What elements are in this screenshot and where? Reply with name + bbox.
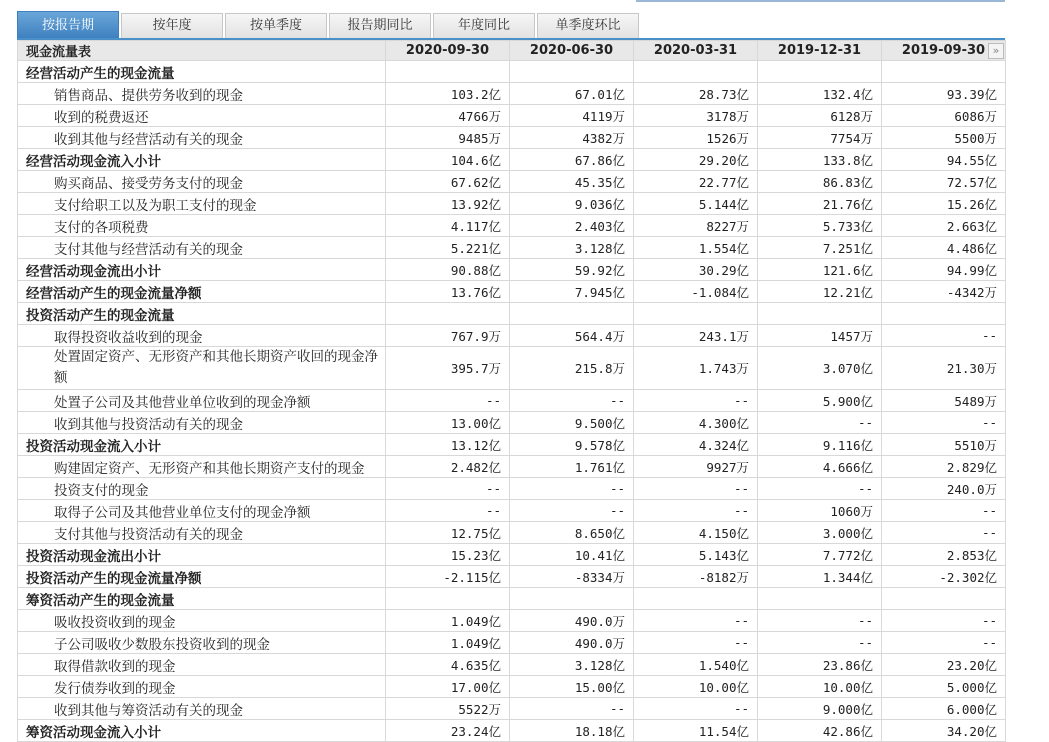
row-label: 支付其他与经营活动有关的现金: [18, 237, 386, 259]
period-header: 2019-09-30: [882, 41, 1006, 61]
value-cell: 17.00亿: [386, 676, 510, 698]
value-cell: 2.663亿: [882, 215, 1006, 237]
value-cell: 133.8亿: [758, 149, 882, 171]
row-label: 支付其他与投资活动有关的现金: [18, 522, 386, 544]
table-row: [18, 303, 1006, 325]
row-label: 筹资活动现金流入小计: [18, 720, 386, 742]
value-cell: 4119万: [510, 105, 634, 127]
value-cell: [634, 588, 758, 610]
value-cell: 10.41亿: [510, 544, 634, 566]
period-header: 2020-03-31: [634, 41, 758, 61]
value-cell: 1060万: [758, 500, 882, 522]
table-row: [18, 325, 1006, 347]
table-row: [18, 676, 1006, 698]
value-cell: 1.049亿: [386, 632, 510, 654]
value-cell: 93.39亿: [882, 83, 1006, 105]
value-cell: 42.86亿: [758, 720, 882, 742]
row-label: 投资活动现金流出小计: [18, 544, 386, 566]
value-cell: 9.578亿: [510, 434, 634, 456]
value-cell: 67.86亿: [510, 149, 634, 171]
value-cell: 1.761亿: [510, 456, 634, 478]
value-cell: 1526万: [634, 127, 758, 149]
value-cell: --: [634, 478, 758, 500]
row-label: 投资支付的现金: [18, 478, 386, 500]
value-cell: 4.300亿: [634, 412, 758, 434]
value-cell: 1.554亿: [634, 237, 758, 259]
value-cell: 9927万: [634, 456, 758, 478]
tab-by-quarter[interactable]: 按单季度: [225, 13, 327, 38]
row-label: 销售商品、提供劳务收到的现金: [18, 83, 386, 105]
value-cell: 5500万: [882, 127, 1006, 149]
value-cell: 23.86亿: [758, 654, 882, 676]
value-cell: 13.12亿: [386, 434, 510, 456]
row-label: 取得子公司及其他营业单位支付的现金净额: [18, 500, 386, 522]
row-label: 筹资活动产生的现金流量: [18, 588, 386, 610]
value-cell: --: [758, 632, 882, 654]
value-cell: 4766万: [386, 105, 510, 127]
value-cell: 13.92亿: [386, 193, 510, 215]
row-label: 吸收投资收到的现金: [18, 610, 386, 632]
value-cell: 3178万: [634, 105, 758, 127]
value-cell: 9.500亿: [510, 412, 634, 434]
tab-quarter-qoq[interactable]: 单季度环比: [537, 13, 639, 38]
table-row: [18, 83, 1006, 105]
table-row: [18, 105, 1006, 127]
table-row: [18, 456, 1006, 478]
row-label: 收到的税费返还: [18, 105, 386, 127]
row-label: 投资活动产生的现金流量: [18, 303, 386, 325]
table-row: [18, 566, 1006, 588]
value-cell: 22.77亿: [634, 171, 758, 193]
row-label: 收到其他与筹资活动有关的现金: [18, 698, 386, 720]
value-cell: --: [510, 500, 634, 522]
value-cell: 72.57亿: [882, 171, 1006, 193]
table-title: 现金流量表: [18, 41, 386, 61]
row-label: 发行债券收到的现金: [18, 676, 386, 698]
row-label: 支付给职工以及为职工支付的现金: [18, 193, 386, 215]
value-cell: 564.4万: [510, 325, 634, 347]
value-cell: 21.76亿: [758, 193, 882, 215]
value-cell: 1.540亿: [634, 654, 758, 676]
value-cell: 3.000亿: [758, 522, 882, 544]
value-cell: [510, 303, 634, 325]
value-cell: 395.7万: [386, 347, 510, 390]
table-row: [18, 544, 1006, 566]
value-cell: 5489万: [882, 390, 1006, 412]
value-cell: 5.143亿: [634, 544, 758, 566]
table-row: [18, 478, 1006, 500]
value-cell: 1.743万: [634, 347, 758, 390]
table-row: [18, 610, 1006, 632]
value-cell: 4.635亿: [386, 654, 510, 676]
value-cell: 243.1万: [634, 325, 758, 347]
value-cell: 4382万: [510, 127, 634, 149]
value-cell: 45.35亿: [510, 171, 634, 193]
table-row: [18, 281, 1006, 303]
table-row: [18, 215, 1006, 237]
value-cell: 1457万: [758, 325, 882, 347]
value-cell: 215.8万: [510, 347, 634, 390]
value-cell: 30.29亿: [634, 259, 758, 281]
row-label: 经营活动现金流入小计: [18, 149, 386, 171]
value-cell: [758, 303, 882, 325]
value-cell: -2.302亿: [882, 566, 1006, 588]
value-cell: 4.117亿: [386, 215, 510, 237]
value-cell: [386, 303, 510, 325]
value-cell: 3.070亿: [758, 347, 882, 390]
value-cell: -8182万: [634, 566, 758, 588]
row-label: 经营活动现金流出小计: [18, 259, 386, 281]
value-cell: --: [882, 610, 1006, 632]
value-cell: -4342万: [882, 281, 1006, 303]
value-cell: 9.116亿: [758, 434, 882, 456]
value-cell: --: [386, 390, 510, 412]
value-cell: 1.049亿: [386, 610, 510, 632]
value-cell: 11.54亿: [634, 720, 758, 742]
value-cell: 103.2亿: [386, 83, 510, 105]
value-cell: 90.88亿: [386, 259, 510, 281]
row-label: 取得借款收到的现金: [18, 654, 386, 676]
value-cell: 9485万: [386, 127, 510, 149]
value-cell: 13.76亿: [386, 281, 510, 303]
value-cell: --: [510, 698, 634, 720]
value-cell: 1.344亿: [758, 566, 882, 588]
table-row: [18, 237, 1006, 259]
value-cell: 132.4亿: [758, 83, 882, 105]
value-cell: --: [882, 522, 1006, 544]
value-cell: --: [634, 698, 758, 720]
value-cell: 8227万: [634, 215, 758, 237]
table-row: [18, 720, 1006, 742]
value-cell: 490.0万: [510, 610, 634, 632]
row-label: 投资活动现金流入小计: [18, 434, 386, 456]
table-row: [18, 347, 1006, 390]
table-row: [18, 434, 1006, 456]
value-cell: 5.733亿: [758, 215, 882, 237]
row-label: 购建固定资产、无形资产和其他长期资产支付的现金: [18, 456, 386, 478]
value-cell: --: [758, 412, 882, 434]
value-cell: 2.829亿: [882, 456, 1006, 478]
value-cell: 23.20亿: [882, 654, 1006, 676]
table-row: [18, 61, 1006, 83]
tab-by-report-period[interactable]: 按报告期: [17, 11, 119, 39]
value-cell: 4.666亿: [758, 456, 882, 478]
value-cell: --: [758, 478, 882, 500]
cash-flow-table: [17, 40, 1006, 742]
value-cell: 6128万: [758, 105, 882, 127]
report-tab-bar: [17, 11, 1005, 38]
value-cell: -1.084亿: [634, 281, 758, 303]
value-cell: 10.00亿: [758, 676, 882, 698]
value-cell: 5.221亿: [386, 237, 510, 259]
value-cell: 3.128亿: [510, 237, 634, 259]
row-label: 投资活动产生的现金流量净额: [18, 566, 386, 588]
value-cell: [634, 303, 758, 325]
table-row: [18, 259, 1006, 281]
value-cell: 8.650亿: [510, 522, 634, 544]
value-cell: -2.115亿: [386, 566, 510, 588]
value-cell: --: [510, 478, 634, 500]
value-cell: --: [510, 390, 634, 412]
value-cell: [882, 61, 1006, 83]
top-border: [636, 0, 1005, 2]
value-cell: 15.00亿: [510, 676, 634, 698]
value-cell: 6.000亿: [882, 698, 1006, 720]
value-cell: [386, 61, 510, 83]
value-cell: 7.251亿: [758, 237, 882, 259]
row-label: 支付的各项税费: [18, 215, 386, 237]
value-cell: 4.486亿: [882, 237, 1006, 259]
row-label: 经营活动产生的现金流量净额: [18, 281, 386, 303]
row-label: 处置子公司及其他营业单位收到的现金净额: [18, 390, 386, 412]
value-cell: 240.0万: [882, 478, 1006, 500]
value-cell: 18.18亿: [510, 720, 634, 742]
tab-annual-yoy[interactable]: 年度同比: [433, 13, 535, 38]
row-label: 处置固定资产、无形资产和其他长期资产收回的现金净额: [18, 347, 386, 390]
value-cell: [510, 61, 634, 83]
value-cell: 10.00亿: [634, 676, 758, 698]
row-label: 子公司吸收少数股东投资收到的现金: [18, 632, 386, 654]
value-cell: 34.20亿: [882, 720, 1006, 742]
value-cell: 12.75亿: [386, 522, 510, 544]
table-row: [18, 632, 1006, 654]
value-cell: 67.62亿: [386, 171, 510, 193]
value-cell: 7754万: [758, 127, 882, 149]
period-header: 2020-09-30: [386, 41, 510, 61]
tab-report-period-yoy[interactable]: 报告期同比: [329, 13, 431, 38]
value-cell: --: [634, 500, 758, 522]
row-label: 购买商品、接受劳务支付的现金: [18, 171, 386, 193]
value-cell: 59.92亿: [510, 259, 634, 281]
period-header: 2019-12-31: [758, 41, 882, 61]
value-cell: 7.772亿: [758, 544, 882, 566]
table-row: [18, 412, 1006, 434]
value-cell: 5.000亿: [882, 676, 1006, 698]
value-cell: 9.000亿: [758, 698, 882, 720]
value-cell: 15.26亿: [882, 193, 1006, 215]
value-cell: --: [882, 325, 1006, 347]
value-cell: 67.01亿: [510, 83, 634, 105]
value-cell: -8334万: [510, 566, 634, 588]
value-cell: 490.0万: [510, 632, 634, 654]
value-cell: 5522万: [386, 698, 510, 720]
value-cell: --: [634, 390, 758, 412]
value-cell: 2.482亿: [386, 456, 510, 478]
value-cell: --: [882, 632, 1006, 654]
value-cell: 5510万: [882, 434, 1006, 456]
value-cell: [386, 588, 510, 610]
table-row: [18, 588, 1006, 610]
value-cell: --: [634, 610, 758, 632]
table-row: [18, 171, 1006, 193]
value-cell: --: [758, 610, 882, 632]
row-label: 经营活动产生的现金流量: [18, 61, 386, 83]
table-row: [18, 654, 1006, 676]
value-cell: [510, 588, 634, 610]
value-cell: --: [386, 478, 510, 500]
value-cell: 13.00亿: [386, 412, 510, 434]
value-cell: 12.21亿: [758, 281, 882, 303]
value-cell: 28.73亿: [634, 83, 758, 105]
value-cell: 29.20亿: [634, 149, 758, 171]
value-cell: 4.150亿: [634, 522, 758, 544]
value-cell: 2.403亿: [510, 215, 634, 237]
table-row: [18, 500, 1006, 522]
table-row: [18, 149, 1006, 171]
value-cell: 104.6亿: [386, 149, 510, 171]
value-cell: 9.036亿: [510, 193, 634, 215]
value-cell: 15.23亿: [386, 544, 510, 566]
tab-by-year[interactable]: 按年度: [121, 13, 223, 38]
value-cell: 2.853亿: [882, 544, 1006, 566]
value-cell: 94.99亿: [882, 259, 1006, 281]
value-cell: --: [882, 412, 1006, 434]
value-cell: 94.55亿: [882, 149, 1006, 171]
value-cell: 21.30万: [882, 347, 1006, 390]
value-cell: [758, 588, 882, 610]
table-row: [18, 522, 1006, 544]
value-cell: 6086万: [882, 105, 1006, 127]
table-row: [18, 390, 1006, 412]
value-cell: --: [882, 500, 1006, 522]
value-cell: 3.128亿: [510, 654, 634, 676]
row-label: 收到其他与投资活动有关的现金: [18, 412, 386, 434]
table-header-row: [18, 41, 1006, 61]
value-cell: 767.9万: [386, 325, 510, 347]
value-cell: [882, 303, 1006, 325]
period-header: 2020-06-30: [510, 41, 634, 61]
value-cell: 7.945亿: [510, 281, 634, 303]
value-cell: 86.83亿: [758, 171, 882, 193]
row-label: 取得投资收益收到的现金: [18, 325, 386, 347]
value-cell: 5.900亿: [758, 390, 882, 412]
value-cell: 4.324亿: [634, 434, 758, 456]
value-cell: [634, 61, 758, 83]
value-cell: [758, 61, 882, 83]
table-row: [18, 698, 1006, 720]
table-row: [18, 193, 1006, 215]
table-row: [18, 127, 1006, 149]
value-cell: 23.24亿: [386, 720, 510, 742]
value-cell: --: [386, 500, 510, 522]
row-label: 收到其他与经营活动有关的现金: [18, 127, 386, 149]
value-cell: 121.6亿: [758, 259, 882, 281]
value-cell: 5.144亿: [634, 193, 758, 215]
value-cell: [882, 588, 1006, 610]
value-cell: --: [634, 632, 758, 654]
more-columns-icon[interactable]: »: [988, 43, 1004, 59]
